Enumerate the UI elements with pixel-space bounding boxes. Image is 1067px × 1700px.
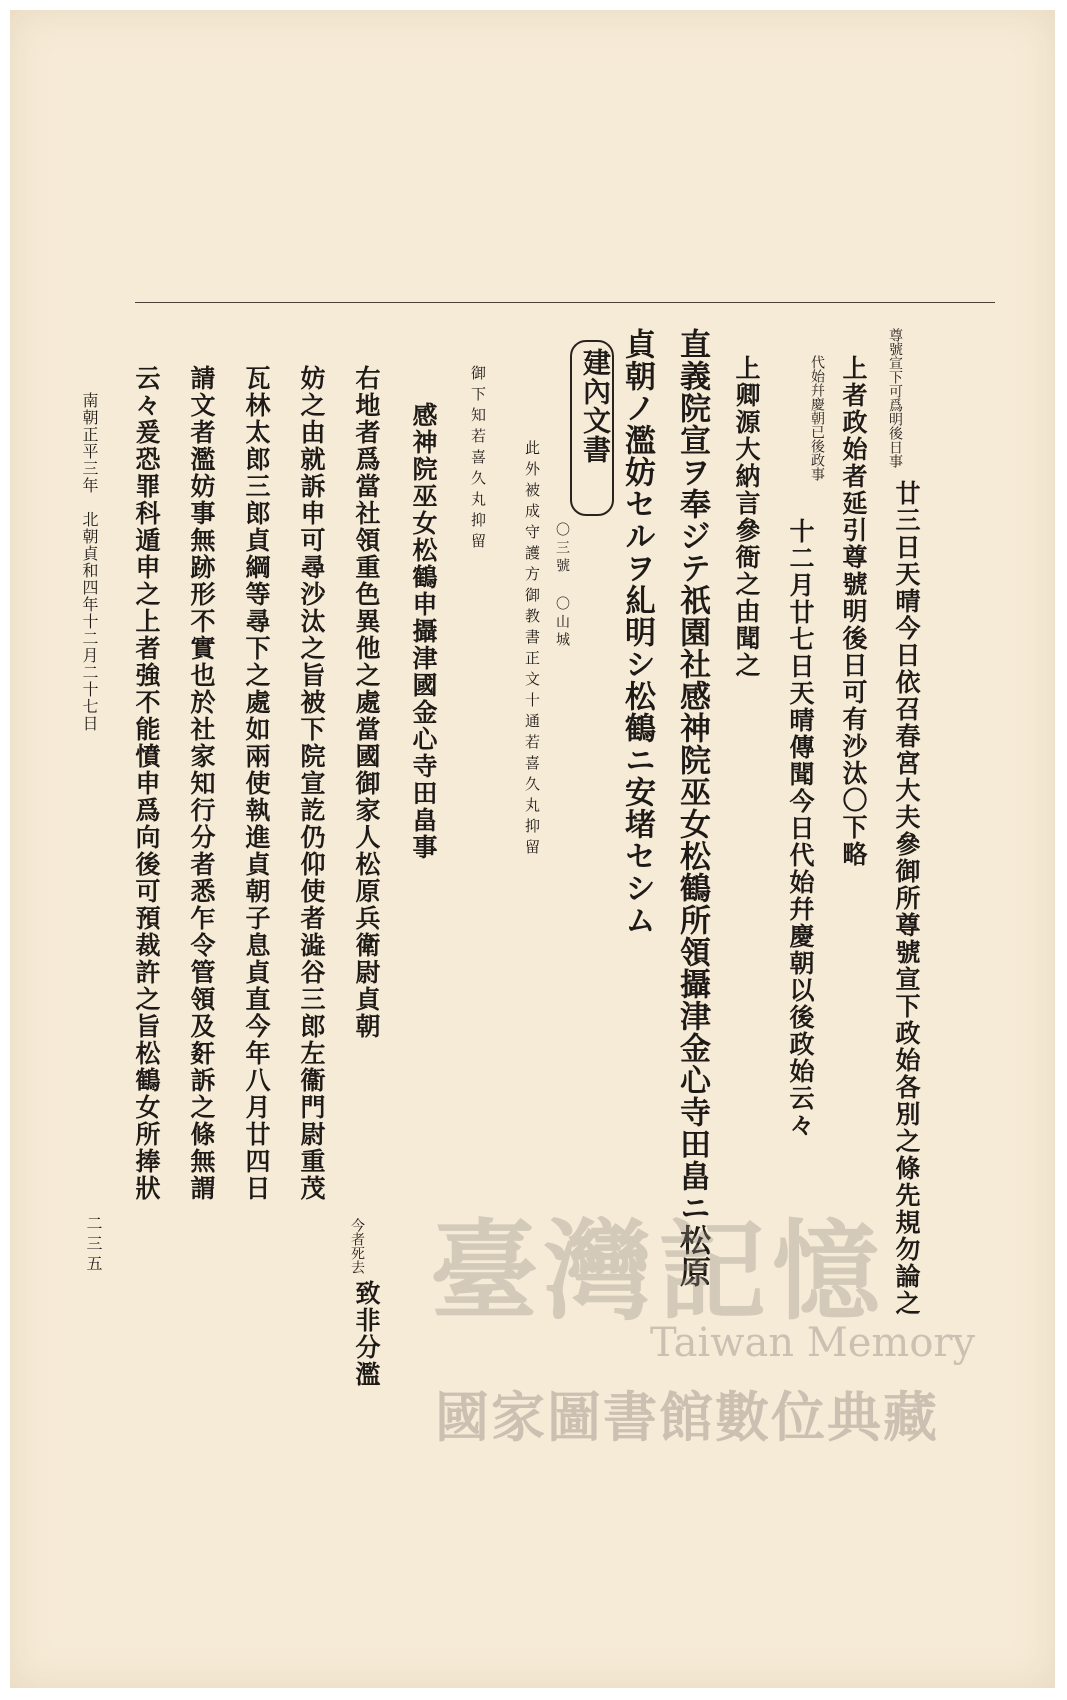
column-9-text: 御下知若喜久丸抑留 bbox=[469, 365, 487, 554]
document-line-3: 妨之由就訴申可尋沙汰之旨被下院宣訖仍仰使者澁谷三郎左衞門尉重茂 bbox=[297, 365, 326, 1202]
page-number: 二三五 bbox=[84, 1215, 103, 1275]
watermark-english: Taiwan Memory bbox=[650, 1320, 976, 1366]
document-line-6: 云々爰恐罪科遁申之上者強不能憤申爲向後可預裁許之旨松鶴女所捧狀 bbox=[132, 365, 161, 1202]
document-line-4: 瓦林太郎三郎貞綱等尋下之處如兩使執進貞朝子息貞直今年八月廿四日 bbox=[242, 365, 271, 1202]
watermark-logo: 臺灣記憶 bbox=[430, 1209, 887, 1335]
watermark-library: 國家圖書館數位典藏 bbox=[435, 1386, 939, 1449]
document-page bbox=[10, 10, 1055, 1688]
source-title: 建內文書 bbox=[579, 348, 612, 464]
column-1 bbox=[888, 328, 902, 468]
document-line-1: 感神院巫女松鶴申攝津國金心寺田畠事 bbox=[409, 402, 438, 861]
column-1-note: 尊號宣下可爲明後日事 bbox=[887, 328, 903, 468]
section-heading-line-2: 貞朝ノ濫妨セルヲ糺明シ松鶴ニ安堵セシム bbox=[619, 328, 655, 936]
document-line-2-note: 今者死去 bbox=[349, 1218, 365, 1274]
column-3-text: 十二月廿七日天晴傳聞今日代始幷慶朝以後政始云々 bbox=[786, 518, 815, 1139]
column-2-text: 上者政始者延引尊號明後日可有沙汰〇下略 bbox=[839, 355, 868, 868]
document-line-5: 請文者濫妨事無跡形不實也於社家知行分者悉乍令管領及姧訴之條無謂 bbox=[187, 365, 216, 1202]
document-line-2-tail: 致非分濫 bbox=[352, 1280, 381, 1388]
section-heading-line-1: 直義院宣ヲ奉ジテ祇園社感神院巫女松鶴所領攝津金心寺田畠ニ松原 bbox=[674, 328, 710, 1288]
header-rule bbox=[135, 302, 995, 303]
column-1-text: 廿三日天晴今日依召春宮大夫參御所尊號宣下政始各別之條先規勿論之 bbox=[892, 480, 921, 1317]
column-4-text: 上卿源大納言參衙之由聞之 bbox=[732, 355, 761, 679]
running-footer: 南朝正平三年 北朝貞和四年十二月二十七日 bbox=[80, 392, 99, 732]
source-number: 〇三號 〇山城 bbox=[554, 522, 570, 650]
document-line-2: 右地者爲當社領重色異他之處當國御家人松原兵衛尉貞朝 bbox=[352, 365, 381, 1040]
column-3-note: 代始幷慶朝已後政事 bbox=[809, 355, 825, 481]
column-8-text: 此外被成守護方御教書正文十通若喜久丸抑留 bbox=[523, 440, 541, 860]
